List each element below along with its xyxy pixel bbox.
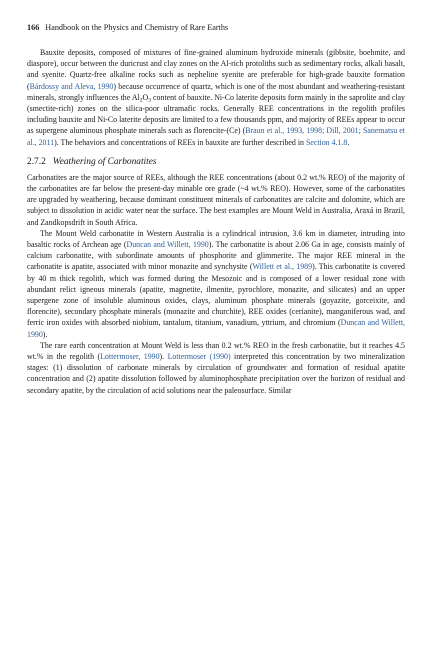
section-title: Weathering of Carbonatites: [52, 156, 157, 167]
running-title: Handbook on the Physics and Chemistry of Rare Earths: [45, 23, 229, 32]
citation-link[interactable]: Lottermoser (1990): [167, 352, 231, 362]
text-run: O: [142, 92, 149, 102]
text-run: The Mount Weld carbonatite in Western Australia is a cylindrical intrusion, 3.6 km in diameter, intruding into basaltic rocks of Archean age (: [27, 228, 405, 250]
paragraph-carbonatites: [27, 172, 405, 228]
paragraph-concentration: [27, 340, 405, 396]
text-run: ).: [42, 329, 48, 339]
text-run: The rare earth concentration at Mount Weld is less than 0.2 wt.% REO in the fresh carbonatite, but it reaches 4.5 wt.% in the regolith (: [27, 340, 405, 362]
page-number: 166: [27, 23, 40, 32]
text-run: Carbonatites are the major source of REEs, although the REE concentrations (about 0.2 wt.% REO) of the majority of the carbonatites are far below the present-day minable ore grade (~4 wt.% REO). However, some of the carbonatites are upgraded by weathering, because dominant constituent minerals of carbonatites are calcite and dolomite, which are subject to dissolution in acidic water near the surface. The best examples are Mount Weld in Australia, Araxá in Brazil, and Zandkopsdrift in South Africa.: [27, 172, 405, 227]
text-run: content of bauxite. Ni-Co laterite deposits form mainly in the saprolite and clay (smectite-rich) zones on the silica-poor ultramafic rocks. Generally REE concentrations in the regolith profiles including bauxite and Ni-Co laterite deposits are limited to a few thousands ppm, and majority of REEs appear to occur as supergene aluminous phosphate minerals such as florencite-(Ce) (: [27, 92, 406, 136]
text-run: ). The behaviors and concentrations of REEs in bauxite are further described in: [54, 137, 306, 147]
text-run: ). This carbonatite is covered by 40 m thick regolith, which was formed during the Mesozoic and is composed of a lower residual zone with abundant relict igneous minerals (apatite, magnetite, ilmenite, pyrochlore, monazite, and silicates) and an upper supergene zone of insoluble aluminous oxides, clays, aluminum phosphate minerals (goyazite, gorceixite, and florencite), secondary phosphate minerals (monazite and churchite), REE oxides (cerianite), manganiferous wad, and ferric iron oxides with absorbed niobium, tantalum, titanium, vanadium, yttrium, and chromium (: [27, 262, 405, 328]
paragraph-mount-weld: [27, 228, 405, 340]
citation-link[interactable]: Willett et al., 1989: [252, 262, 313, 272]
text-run: ).: [159, 352, 168, 362]
text-run: interpreted this concentration by two mineralization stages: (1) dissolution of carbonate minerals by circulation of groundwater and formation of residual apatite concentration and (2) apatite dissolution followed by aluminophosphate precipitation over the horizon of residual and secondary apatite, by the circulation of acid solutions near the paleosurface. Similar: [27, 352, 405, 395]
section-number: 2.7.2: [27, 156, 46, 167]
citation-link[interactable]: Lottermoser, 1990: [100, 352, 160, 362]
text-run: .: [347, 137, 350, 147]
citation-link[interactable]: Duncan and Willett, 1990: [126, 240, 209, 250]
paragraph-bauxite: [27, 47, 405, 148]
section-heading: [27, 156, 405, 168]
page: [27, 22, 405, 396]
subscript: 2: [139, 97, 143, 104]
citation-link[interactable]: Bárdossy and Aleva, 1990: [29, 81, 114, 91]
citation-link[interactable]: Section 4.1.8: [305, 137, 348, 147]
text-run: ) because occurrence of quartz, which is one of the most abundant and weathering-resistant minerals, strongly influences the Al: [27, 81, 406, 102]
text-run: Bauxite deposits, composed of mixtures of fine-grained aluminum hydroxide minerals (gibbsite, boehmite, and diaspore), occur between the duricrust and clay zones on the Al-rich protoliths such as sedimentary rocks, alkali basalt, and syenite. Quartz-free alkaline rocks such as nepheline syenite are preferable for high-grade bauxite formation (: [27, 48, 405, 91]
citation-link[interactable]: Duncan and Willett, 1990: [27, 318, 405, 339]
running-header: [27, 22, 405, 33]
subscript: 3: [148, 97, 151, 104]
citation-link[interactable]: Braun et al., 1993, 1998; Dill, 2001; Sanematsu et al., 2011: [27, 126, 406, 147]
text-run: ). The carbonatite is about 2.06 Ga in age, consists mainly of calcium carbonatite, with subordinate amounts of phosphorite and glimmerite. The major REE mineral in the carbonatite is apatite, associated with minor monazite and synchysite (: [27, 240, 405, 272]
